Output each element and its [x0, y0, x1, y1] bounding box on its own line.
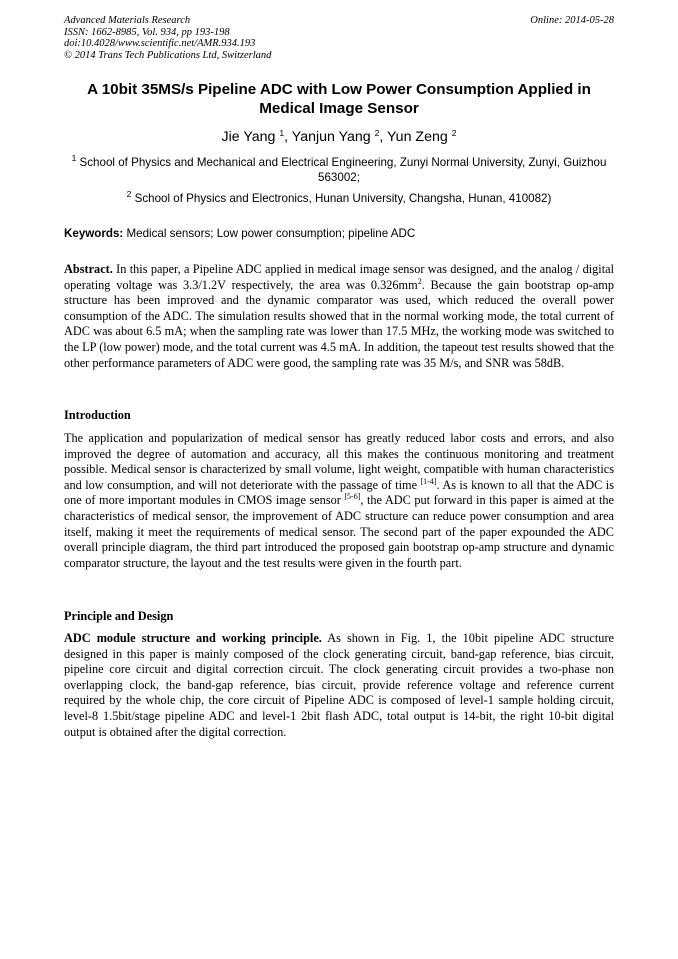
paragraph-text: . As is known to all that the ADC is one of more important modules in CMOS image sensor: [64, 477, 614, 508]
section-heading-introduction: Introduction: [64, 408, 131, 422]
introduction-paragraph: [64, 431, 614, 571]
journal-issn: ISSN: 1662-8985, Vol. 934, pp 193-198: [64, 26, 230, 38]
affiliation-number: 1: [71, 153, 77, 163]
author-affiliation-mark: 2: [374, 128, 380, 138]
journal-header: [64, 15, 271, 61]
affiliation-number: 2: [126, 189, 132, 199]
paragraph-text: , the ADC put forward in this paper is aimed at the characteristics of medical sensor, the improvement of ADC structure can reduce power consumption and area itself, making it meet the requirements of medical sensor. The second part of the paper expounded the ADC overall principle diagram, the third part introduced the proposed gain bootstrap op-amp structure and dynamic comparator structure, the layout and the test results were given in the fourth part.: [64, 493, 614, 570]
affiliation-text: School of Physics and Mechanical and Electrical Engineering, Zunyi Normal University, Zunyi, Guizhou 563002;: [79, 156, 607, 184]
abstract-label: Abstract.: [64, 262, 113, 276]
keywords: [64, 227, 614, 241]
keywords-text: Medical sensors; Low power consumption; pipeline ADC: [123, 227, 416, 240]
affiliation-1: [64, 153, 614, 185]
affiliation-2: [64, 189, 614, 207]
online-date: Online: 2014-05-28: [530, 15, 614, 26]
journal-name: Advanced Materials Research: [64, 15, 191, 26]
author-list: Jie Yang $^1$, Yanjun Yang $^2$, Yun Zeng $^2$: [221, 128, 457, 145]
affiliation-text: School of Physics and Electronics, Hunan University, Changsha, Hunan, 410082): [134, 192, 552, 205]
author-name: Jie Yang: [221, 129, 276, 145]
abstract-text: . Because the gain bootstrap op-amp structure has been improved and the dynamic comparator was used, which reduced the overall power consumption of the ADC. The simulation results showed that in the normal working mode, the total current of ADC was about 6.5 mA; when the sampling rate was lower than 17.5 MHz, the working mode was switched to the LP (low power) mode, and the total current was 4.5 mA. In addition, the tapeout test results showed that the other performance parameters of ADC were good, the sampling rate was 35 M/s, and SNR was 58dB.: [64, 277, 615, 370]
section-heading-principle: Principle and Design: [64, 609, 174, 623]
abstract: [64, 262, 614, 371]
paragraph-text: As shown in Fig. 1, the 10bit pipeline ADC structure designed in this paper is mainly composed of the clock generating circuit, band-gap reference, bias circuit, pipeline core circuit and digital correction circuit. The clock generating circuit provides a two-phase non overlapping clock, the band-gap reference, bias circuit, provide reference voltage and reference current required by the whole chip, the core circuit of Pipeline ADC is composed of level-1 sample holding circuit, level-8 1.5bit/stage pipeline ADC and level-1 2bit flash ADC, total output is 14-bit, the right 10-bit digital output is obtained after the digital correction.: [64, 631, 614, 739]
title-line-2: Medical Image Sensor: [259, 100, 419, 117]
paragraph-lead: ADC module structure and working principle.: [64, 631, 322, 645]
keywords-label: Keywords:: [64, 227, 124, 240]
abstract-text: In this paper, a Pipeline ADC applied in medical image sensor was designed, and the analog / digital operating voltage was 3.3/1.2V respectively, the area was 0.326mm: [64, 262, 614, 292]
author-affiliation-mark: 2: [451, 128, 457, 138]
author-name: Yun Zeng: [387, 129, 448, 145]
journal-doi: doi:10.4028/www.scientific.net/AMR.934.193: [64, 38, 256, 50]
journal-copyright: © 2014 Trans Tech Publications Ltd, Switzerland: [64, 49, 272, 61]
citation: [5-6]: [344, 492, 361, 502]
paragraph-text: The application and popularization of medical sensor has greatly reduced labor costs and errors, and also improved the degree of automation and accuracy, all this makes the continuous monitoring and treatment possible. Medical sensor is characterized by small volume, light weight, compatible with human characteristics and low consumption, and will not deteriorate with the passage of time: [64, 431, 614, 492]
title-line-1: A 10bit 35MS/s Pipeline ADC with Low Power Consumption Applied in: [87, 81, 591, 98]
citation: [1-4]: [420, 476, 437, 486]
paper-title: [40, 80, 638, 118]
author-affiliation-mark: 1: [279, 128, 285, 138]
principle-paragraph: [64, 631, 614, 740]
author-name: Yanjun Yang: [291, 129, 371, 145]
superscript: 2: [417, 276, 422, 286]
